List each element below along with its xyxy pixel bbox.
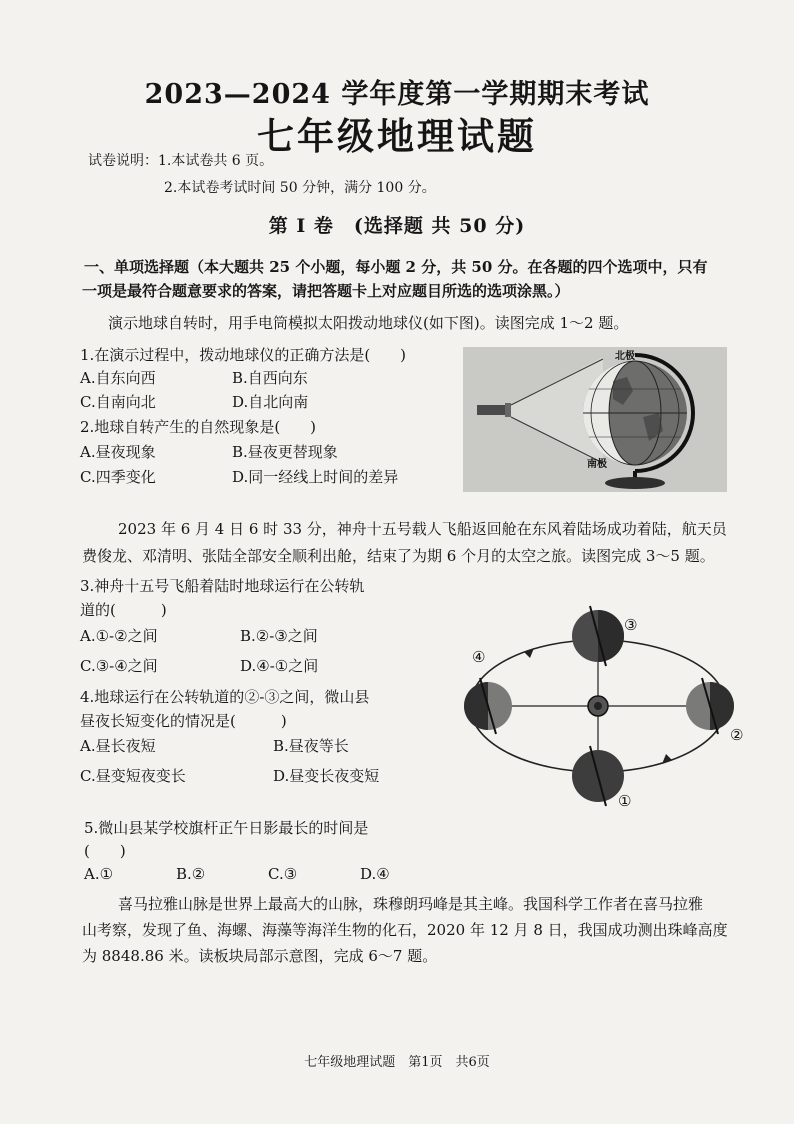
question-5-option-b[interactable]: B.② (176, 865, 206, 883)
question-3-option-c[interactable]: C.③-④之间 (80, 657, 158, 675)
globe-figure (463, 347, 727, 492)
exam-title: 2023—2024 学年度第一学期期末考试 (144, 79, 650, 110)
question-5-option-c[interactable]: C.③ (268, 865, 298, 883)
question-4-option-c[interactable]: C.昼变短夜变长 (80, 767, 186, 785)
question-5-stem-line1: 5.微山县某学校旗杆正午日影最长的时间是 (84, 819, 369, 837)
question-4-option-d[interactable]: D.昼变长夜变短 (273, 767, 380, 785)
question-4-option-a[interactable]: A.昼长夜短 (80, 737, 156, 755)
exam-subtitle: 七年级地理试题 (257, 114, 537, 158)
question-2-stem: 2.地球自转产生的自然现象是( ) (80, 418, 317, 436)
intro-paragraph-3-line2: 山考察，发现了鱼、海螺、海藻等海洋生物的化石，2020 年 12 月 8 日，我国成功测出珠峰高度 (82, 921, 728, 939)
question-4-stem-line1: 4.地球运行在公转轨道的②-③之间，微山县 (80, 688, 370, 706)
question-3-option-d[interactable]: D.④-①之间 (240, 657, 319, 675)
flashlight-icon (477, 405, 505, 415)
orbit-label-2: ② (730, 726, 744, 744)
orbit-diagram (458, 600, 748, 815)
instructions-line1: 试卷说明：1.本试卷共 6 页。 (88, 153, 274, 169)
question-5-option-a[interactable]: A.① (84, 865, 114, 883)
section-heading-line2: 一项是最符合题意要求的答案，请把答题卡上对应题目所选的选项涂黑。） (82, 282, 570, 300)
section-heading-line1: 一、单项选择题（本大题共 25 个小题，每小题 2 分，共 50 分。在各题的四个选项中，只有 (84, 258, 708, 276)
question-4-option-b[interactable]: B.昼夜等长 (273, 737, 349, 755)
orbit-figure (458, 600, 748, 815)
intro-paragraph-2-line2: 费俊龙、邓清明、张陆全部安全顺利出舱，结束了为期 6 个月的太空之旅。读图完成 3～5 题。 (82, 547, 715, 565)
question-2-option-a[interactable]: A.昼夜现象 (80, 443, 156, 461)
intro-paragraph-1: 演示地球自转时，用手电筒模拟太阳拨动地球仪(如下图)。读图完成 1～2 题。 (108, 314, 629, 332)
question-3-stem-line2: 道的( ) (80, 601, 167, 619)
question-2-option-b[interactable]: B.昼夜更替现象 (232, 443, 338, 461)
intro-paragraph-3-line1: 喜马拉雅山脉是世界上最高大的山脉，珠穆朗玛峰是其主峰。我国科学工作者在喜马拉雅 (118, 895, 704, 913)
question-5-option-d[interactable]: D.④ (360, 865, 390, 883)
question-3-option-b[interactable]: B.②-③之间 (240, 627, 318, 645)
orbit-label-1: ① (618, 792, 632, 810)
question-1-option-d[interactable]: D.自北向南 (232, 393, 309, 411)
orbit-label-3: ③ (624, 616, 638, 634)
section-title: 第 Ⅰ 卷 (选择题 共 50 分) (268, 215, 526, 237)
question-2-option-c[interactable]: C.四季变化 (80, 468, 156, 486)
question-3-stem-line1: 3.神舟十五号飞船着陆时地球运行在公转轨 (80, 577, 365, 595)
north-pole-label: 北极 (615, 351, 635, 362)
south-pole-label: 南极 (587, 459, 607, 470)
page-footer: 七年级地理试题 第1页 共6页 (304, 1055, 490, 1070)
orbit-label-4: ④ (472, 648, 486, 666)
question-4-stem-line2: 昼夜长短变化的情况是( ) (80, 712, 287, 730)
question-1-option-c[interactable]: C.自南向北 (80, 393, 156, 411)
question-1-option-a[interactable]: A.自东向西 (80, 369, 156, 387)
question-1-stem: 1.在演示过程中，拨动地球仪的正确方法是( ) (80, 346, 407, 364)
intro-paragraph-3-line3: 为 8848.86 米。读板块局部示意图，完成 6～7 题。 (82, 947, 438, 965)
question-3-option-a[interactable]: A.①-②之间 (80, 627, 158, 645)
globe-illustration (463, 347, 727, 492)
question-2-option-d[interactable]: D.同一经线上时间的差异 (232, 468, 399, 486)
question-5-stem-line2: ( ) (84, 842, 126, 860)
question-1-option-b[interactable]: B.自西向东 (232, 369, 308, 387)
intro-paragraph-2-line1: 2023 年 6 月 4 日 6 时 33 分，神舟十五号载人飞船返回舱在东风着陆场成功着陆，航天员 (118, 520, 727, 538)
instructions-line2: 2.本试卷考试时间 50 分钟，满分 100 分。 (164, 180, 436, 196)
